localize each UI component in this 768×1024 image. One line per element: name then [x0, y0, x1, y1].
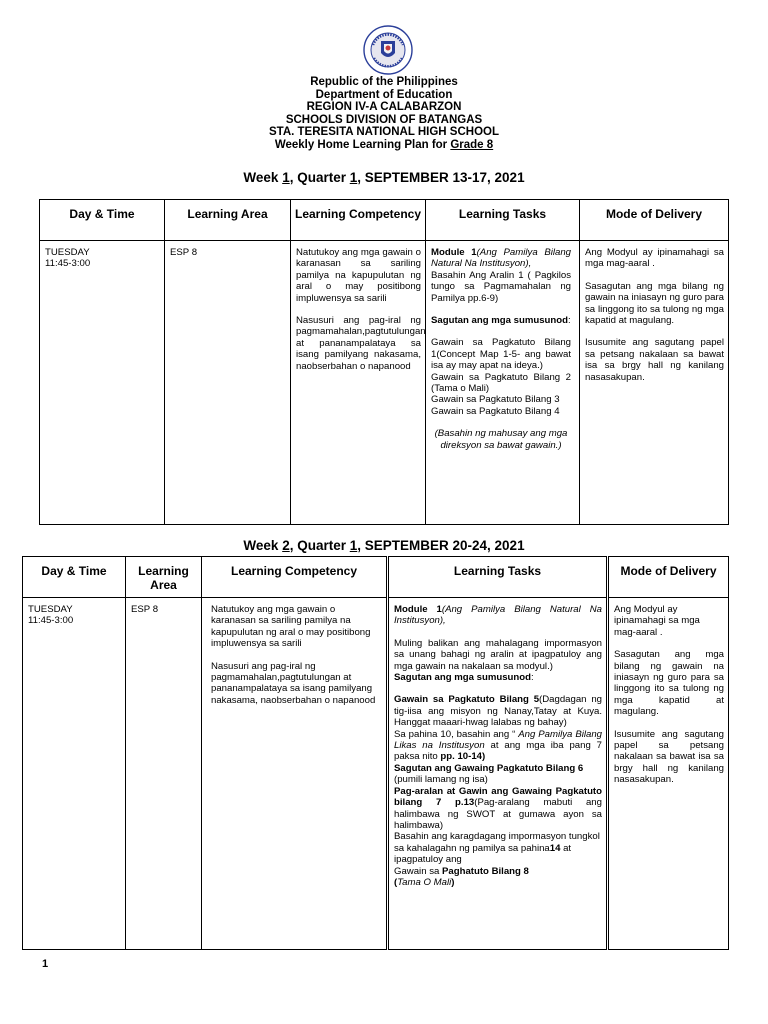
week2-area: ESP 8 — [131, 604, 159, 615]
week2-sa-pahina: Sa pahina 10, basahin ang “ Ang Pamilya Bilang Likas na Institusyon at ang mga iba pang 7 paksa nito pp. 10-14) — [394, 728, 602, 763]
week1-table — [39, 199, 729, 525]
header-school: STA. TERESITA NATIONAL HIGH SCHOOL — [269, 126, 499, 139]
header-plan-title: Weekly Home Learning Plan for Grade 8 — [274, 138, 494, 151]
week1-header-delivery: Mode of Delivery — [580, 200, 729, 241]
header-department: Department of Education — [315, 88, 453, 101]
week2-header-row — [23, 557, 729, 598]
week2-sagutan: Sagutan ang mga sumusunod: — [394, 672, 534, 684]
week2-day: TUESDAY — [28, 604, 73, 615]
week1-area: ESP 8 — [170, 247, 198, 258]
header-region: REGION IV-A CALABARZON — [306, 101, 462, 114]
week1-tasks-cell — [426, 241, 580, 525]
week2-header-day-time: Day & Time — [23, 557, 126, 598]
week1-header-learning-area: Learning Area — [165, 200, 291, 241]
week1-delivery-1: Ang Modyul ay ipinamahagi sa mga mag-aaral . — [585, 247, 724, 270]
week1-note: (Basahin ng mahusay ang mga direksyon sa bawat gawain.) — [434, 428, 568, 451]
week1-module: Module 1(Ang Pamilya Bilang Natural Na Institusyon), — [431, 247, 572, 270]
week2-competency-1: Natutukoy ang mga gawain o karanasan sa sariling pamilya na kapupulutan ng aral o may positibong impluwensya sa sarili — [211, 604, 371, 650]
week1-competency-2: Nasusuri ang pag-iral ng pagmamahalan,pagtutulungan at pananampalataya sa isang pamilyang nakasama, naobserbahan o napanood — [296, 315, 426, 372]
week1-sagutan: Sagutan ang mga sumusunod: — [431, 315, 571, 327]
header-republic: Republic of the Philippines — [310, 76, 458, 88]
week1-basahin: Basahin Ang Aralin 1 ( Pagkilos tungo sa Pagmamahalan ng Pamilya pp.6-9) — [431, 269, 571, 304]
week1-gawain-4: Gawain sa Pagkatuto Bilang 4 — [431, 405, 560, 417]
week2-table — [22, 556, 729, 950]
week1-delivery-2: Sasagutan ang mga bilang ng gawain na iniasayn ng guro para sa linggong ito sa tulong ng mga kapatid at magulang. — [585, 280, 724, 327]
week1-title: Week 1, Quarter 1, SEPTEMBER 13-17, 2021 — [243, 170, 525, 185]
header-division: SCHOOLS DIVISION OF BATANGAS — [285, 113, 483, 126]
week1-header-row — [40, 200, 729, 241]
week2-header-tasks: Learning Tasks — [388, 557, 608, 598]
week1-competency-1: Natutukoy ang mga gawain o karanasan sa sariling pamilya na kapupulutan ng aral o may positibong impluwensya sa sarili — [296, 247, 421, 304]
week2-delivery-cell — [608, 598, 729, 950]
week2-delivery-2: Sasagutan ang mga bilang ng gawain na iniasayn ng guro para sa linggong ito sa tulong ng mga kapatid at magulang. — [614, 649, 724, 718]
week1-header-tasks: Learning Tasks — [426, 200, 580, 241]
week1-gawain-1: Gawain sa Pagkatuto Bilang 1(Concept Map 1-5- ang bawat isa ay may apat na ideya.) — [431, 337, 571, 372]
week2-competency-cell — [202, 598, 388, 950]
week2-time: 11:45-3:00 — [28, 615, 74, 627]
deped-seal-logo — [363, 25, 413, 75]
week2-header-competency: Learning Competency — [202, 557, 388, 598]
week1-header-competency: Learning Competency — [291, 200, 426, 241]
week1-area-cell — [165, 241, 291, 525]
week2-module: Module 1(Ang Pamilya Bilang Natural Na Institusyon), — [394, 604, 602, 627]
week2-day-time-cell — [23, 598, 126, 950]
week2-gawain-5: Gawain sa Pagkatuto Bilang 5(Dagdagan ng tig-iisa ang misyon ng Nanay,Tatay at Kuya. Hanggat maaari-hwag lalabas ng bahay) — [394, 694, 602, 729]
week1-gawain-3: Gawain sa Pagkatuto Bilang 3 — [431, 394, 560, 406]
week2-delivery-1: Ang Modyul ay ipinamahagi sa mga mag-aaral . — [614, 604, 700, 638]
week1-time: 11:45-3:00 — [45, 258, 91, 270]
week2-basahin: Basahin ang karagdagang impormasyon tungkol sa kahalagahn ng pamilya sa pahina14 at ipagpatuloy ang — [394, 831, 600, 866]
week1-row — [40, 241, 729, 525]
week2-area-cell — [126, 598, 202, 950]
week1-competency-cell — [291, 241, 426, 525]
week2-muling: Muling balikan ang mahalagang impormasyon sa unang bahagi ng aralin at ipagpatuloy ang mga gawain na nakalaan sa modyul.) — [394, 637, 602, 672]
page-number: 1 — [42, 958, 49, 970]
week2-competency-2: Nasusuri ang pag-iral ng pagmamahalan,pagtutulungan at pananampalataya sa isang pamilyang nakasama, naobserbahan o napanood — [211, 660, 376, 706]
week2-header-delivery: Mode of Delivery — [608, 557, 729, 598]
week2-gawain-6: Sagutan ang Gawaing Pagkatuto Bilang 6 (pumili lamang ng isa) — [394, 762, 584, 786]
week2-title: Week 2, Quarter 1, SEPTEMBER 20-24, 2021 — [243, 538, 525, 553]
week1-delivery-cell — [580, 241, 729, 525]
document-header — [0, 76, 768, 152]
week2-gawain-8: Gawain sa Paghatuto Bilang 8 (Tama O Mali) — [394, 865, 529, 888]
week2-header-learning-area: Learning Area — [126, 557, 202, 598]
week1-gawain-2: Gawain sa Pagkatuto Bilang 2 (Tama o Mali) — [431, 371, 571, 395]
week2-tasks-cell — [388, 598, 608, 950]
week1-day: TUESDAY — [45, 247, 90, 258]
week2-row — [23, 598, 729, 950]
week2-delivery-3: Isusumite ang sagutang papel sa petsang nakalaan sa bawat isa sa brgy hall ng kanilang nasasakupan. — [614, 728, 724, 786]
week1-day-time-cell — [40, 241, 165, 525]
week2-gawain-7: Pag-aralan at Gawin ang Gawaing Pagkatuto bilang 7 p.13(Pag-aralang mabuti ang halimbawa ng SWOT at gumawa ayon sa halimbawa) — [394, 785, 602, 831]
week1-header-day-time: Day & Time — [40, 200, 165, 241]
week1-delivery-3: Isusumite ang sagutang papel sa petsang nakalaan sa bawat isa sa brgy hall ng kanilang nasasakupan. — [585, 337, 724, 383]
